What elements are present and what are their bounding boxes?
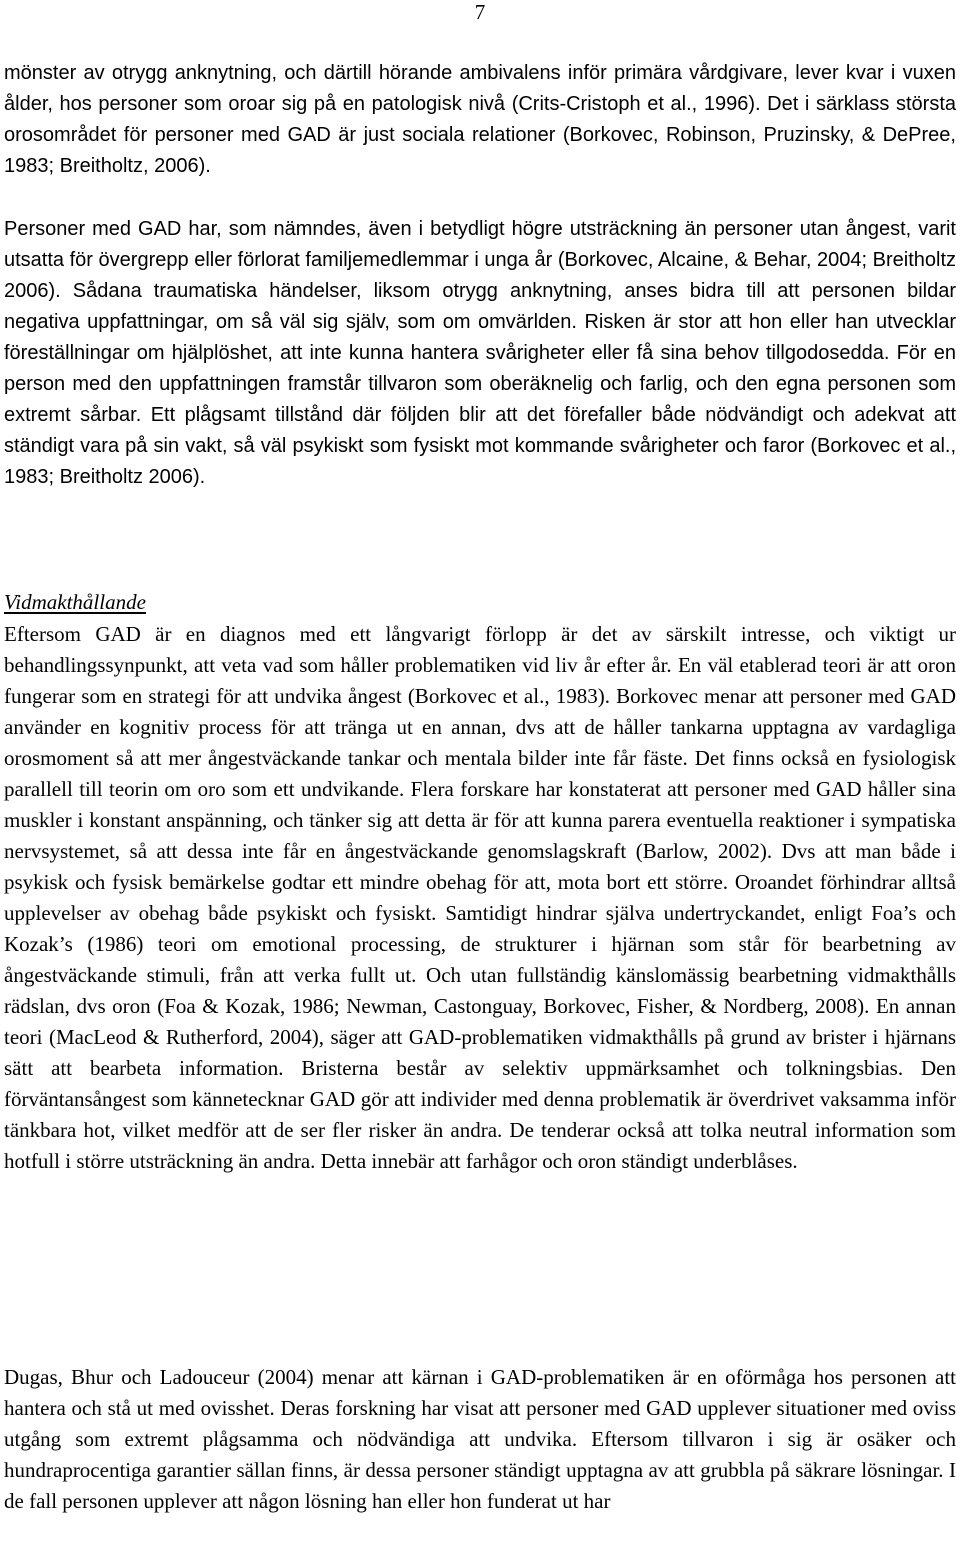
section-heading: Vidmakthållande: [4, 590, 146, 614]
paragraph-text: Dugas, Bhur och Ladouceur (2004) menar att kärnan i GAD-problematiken är en oförmåga hos personen att hantera och stå ut med ovisshet. Deras forskning har visat att personer med GAD upplever situationer med oviss utgång som extremt plågsamma och nödvändiga att undvika. Eftersom tillvaron i sig är osäker och hundraprocentiga garantier sällan finns, är dessa personer ständigt upptagna av att grubbla på säkrare lösningar. I de fall personen upplever att någon lösning han eller hon funderat ut har: [4, 1365, 956, 1513]
paragraph-trauma: [4, 214, 956, 493]
paragraph-text: Eftersom GAD är en diagnos med ett långvarigt förlopp är det av särskilt intresse, och viktigt ur behandlingssynpunkt, att veta vad som håller problematiken vid liv år efter år. En väl etablerad teori är att oron fungerar som en strategi för att undvika ångest (Borkovec et al., 1983). Borkovec menar att personer med GAD använder en kognitiv process för att tränga ut en annan, dvs att de håller tankarna upptagna av vardagliga orosmoment så att mer ångestväckande tankar och mentala bilder inte får fäste. Det finns också en fysiologisk parallell till teorin om oro som ett undvikande. Flera forskare har konstaterat att personer med GAD håller sina muskler i konstant anspänning, och tänker sig att detta är för att kunna parera eventuella reaktioner i sympatiska nervsystemet, så att dessa inte får en ångestväckande genomslagskraft (Barlow, 2002). Dvs att man både i psykisk och fysisk bemärkelse godtar ett mindre obehag för att, mota bort ett större. Oroandet förhindrar alltså upplevelser av obehag både psykiskt och fysiskt. Samtidigt hindrar själva undertryckandet, enligt Foa’s och Kozak’s (1986) teori om emotional processing, de strukturer i hjärnan som står för bearbetning av ångestväckande stimuli, från att verka fullt ut. Och utan fullständig känslomässig bearbetning vidmakthålls rädslan, dvs oron (Foa & Kozak, 1986; Newman, Castonguay, Borkovec, Fisher, & Nordberg, 2008). En annan teori (MacLeod & Rutherford, 2004), säger att GAD-problematiken vidmakthålls på grund av brister i hjärnans sätt att bearbeta information. Bristerna består av selektiv uppmärksamhet och tolkningsbias. Den förväntansångest som kännetecknar GAD gör att individer med denna problematik är överdrivet vaksamma inför tänkbara hot, vilket medför att de ser fler risker än andra. De tenderar också att tolka neutral information som hotfull i större utsträckning än andra. Detta innebär att farhågor och oron ständigt underblåses.: [4, 622, 956, 1173]
paragraph-text: mönster av otrygg anknytning, och därtill hörande ambivalens inför primära vårdgivare, lever kvar i vuxen ålder, hos personer som oroar sig på en patologisk nivå (Crits-Cristoph et al., 1996). Det i särklass största orosområdet för personer med GAD är just sociala relationer (Borkovec, Robinson, Pruzinsky, & DePree, 1983; Breitholtz, 2006).: [4, 62, 956, 177]
paragraph-maintenance: [4, 619, 956, 1177]
paragraph-text: Personer med GAD har, som nämndes, även i betydligt högre utsträckning än personer utan ångest, varit utsatta för övergrepp eller förlorat familjemedlemmar i unga år (Borkovec, Alcaine, & Behar, 2004; Breitholtz 2006). Sådana traumatiska händelser, liksom otrygg anknytning, anses bidra till att personen bildar negativa uppfattningar, om så väl sig själv, som om omvärlden. Risken är stor att hon eller han utvecklar föreställningar om hjälplöshet, att inte kunna hantera svårigheter eller få sina behov tillgodosedda. För en person med den uppfattningen framstår tillvaron som oberäknelig och farlig, och den egna personen som extremt sårbar. Ett plågsamt tillstånd där följden blir att det förefaller både nödvändigt och adekvat att ständigt vara på sin vakt, så väl psykiskt som fysiskt mot kommande svårigheter och faror (Borkovec et al., 1983; Breitholtz 2006).: [4, 218, 956, 488]
paragraph-attachment: [4, 58, 956, 182]
page-number: 7: [474, 0, 486, 24]
paragraph-uncertainty: [4, 1362, 956, 1517]
